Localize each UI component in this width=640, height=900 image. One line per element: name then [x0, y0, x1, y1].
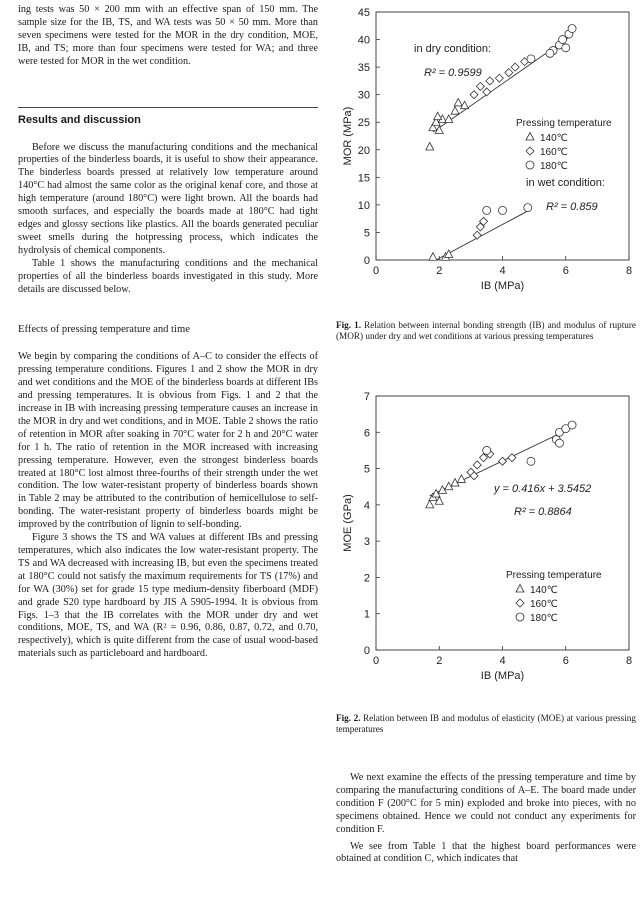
legend-title: Pressing temperature [506, 570, 602, 581]
figure-1-caption [336, 320, 636, 343]
x-tick-label: 6 [562, 265, 569, 277]
y-tick-label: 1 [363, 608, 370, 621]
data-point-circle [527, 55, 535, 63]
legend-marker-triangle [526, 133, 534, 141]
y-tick-label: 35 [357, 62, 370, 75]
x-tick-label: 4 [499, 655, 506, 667]
data-point-circle [562, 44, 570, 52]
x-tick-label: 0 [372, 265, 380, 277]
figure-1-caption-text: Relation between internal bonding strength (IB) and modulus of rupture (MOR) under dry and wet conditions at various pressing temperatures [336, 320, 637, 342]
annotation: R² = 0.9599 [424, 67, 482, 79]
data-point-circle [555, 439, 563, 447]
x-tick-label: 2 [436, 265, 443, 277]
data-point-triangle [451, 107, 459, 115]
figure-2-caption-text: Relation between IB and modulus of elasticity (MOE) at various pressing temperatures [336, 713, 636, 735]
legend-label: 160℃ [530, 599, 558, 610]
legend-label: 180℃ [530, 613, 558, 624]
legend-marker-circle [526, 161, 534, 169]
x-tick-label: 6 [562, 655, 569, 667]
paragraph: Figure 3 shows the TS and WA values at different IBs and pressing temperatures, which also indicates the low water-resistant property. The TS and WA decreased with increasing IB, but even the specimens treated at 180°C could not satisfy the maximum requirements for TS (17%) and for WA (30%) set for grade 15 type medium-density fiberboard (MDF) and grade S20 type hardboard by JIS A 5905-1994. It is obvious from Figs. 1–3 that the IB correlates with the MOR under dry and wet conditions, MOE, TS, and WA (R² = 0.96, 0.86, 0.87, 0.72, and 0.70, respectively), which is quite different from the case of usual wood-based materials such as particleboard and hardboard. [18, 532, 318, 660]
x-axis-label: IB (MPa) [480, 670, 525, 682]
data-point-diamond [473, 231, 481, 239]
x-axis-label: IB (MPa) [480, 280, 525, 292]
data-point-triangle [457, 475, 465, 483]
y-tick-label: 3 [363, 536, 370, 549]
y-tick-label: 25 [357, 117, 370, 130]
y-tick-label: 7 [363, 391, 370, 403]
annotation: in dry condition: [414, 43, 492, 55]
legend-label: 140℃ [530, 585, 558, 596]
data-point-circle [568, 421, 576, 429]
figure-1-caption-label: Fig. 1. [336, 320, 362, 330]
data-point-triangle [454, 98, 462, 106]
section-divider [18, 107, 318, 108]
data-point-triangle [429, 253, 437, 261]
paragraph-continued: ing tests was 50 × 200 mm with an effective span of 150 mm. The sample size for the IB, TS, and WA tests was 50 × 50 mm. More than seven specimens were tested for the MOR in the dry condition, MOE, IB, and TS; more than four specimens were tested for WA; and three were tested for MOR in the wet condition. [18, 4, 318, 67]
legend-marker-triangle [516, 585, 524, 593]
paragraph: We next examine the effects of the pressing temperature and time by comparing the manufacturing conditions of A–E. The board made under condition F (200°C for 5 min) exploded and broke into pieces, with no specimens obtained. Hence we could not conduct any experiments for condition F. [336, 772, 636, 835]
paragraph: Before we discuss the manufacturing conditions and the mechanical properties of the binderless boards, it is useful to show their appearance. The binderless boards pressed at relatively low temperature around 140°C had almost the same color as the original kenaf core, and those at high temperature (around 180°C) were light brown. All the boards had smooth surfaces, and especially the boards made at 180°C had tight edges and glossy sections like plastics. All the boards generated peculiar sweet smells during the hotpressing process, which indicates the hydrolysis of chemical components. [18, 141, 318, 256]
annotation: R² = 0.859 [546, 201, 598, 213]
data-point-diamond [473, 461, 481, 469]
legend-label: 160℃ [540, 147, 568, 158]
plot-area [376, 396, 629, 650]
right-text [336, 772, 636, 866]
annotation: y = 0.416x + 3.5452 [494, 483, 592, 495]
figure-2-chart [336, 382, 636, 700]
y-axis-label: MOR (MPa) [342, 106, 354, 166]
data-point-diamond [505, 69, 513, 77]
subsection-heading: Effects of pressing temperature and time [18, 324, 190, 336]
legend-marker-diamond [516, 599, 524, 607]
y-tick-label: 6 [363, 427, 370, 440]
data-point-diamond [470, 91, 478, 99]
paragraph: Table 1 shows the manufacturing conditions and the mechanical properties of all the binderless boards investigated in this study. More details are discussed below. [18, 257, 318, 295]
data-point-diamond [499, 457, 507, 465]
data-point-circle [568, 25, 576, 33]
annotation: R² = 0.8864 [514, 506, 572, 518]
figure-1-chart [336, 0, 636, 318]
x-tick-label: 8 [625, 655, 633, 667]
data-point-diamond [511, 63, 519, 71]
x-tick-label: 0 [372, 655, 380, 667]
legend-label: 180℃ [540, 161, 568, 172]
data-point-circle [527, 457, 535, 465]
y-tick-label: 5 [363, 463, 370, 476]
legend-marker-diamond [526, 147, 534, 155]
data-point-diamond [486, 77, 494, 85]
left-column [18, 0, 318, 661]
paragraph: We begin by comparing the conditions of A–C to consider the effects of pressing temperature conditions. Figures 1 and 2 show the MOR in dry and wet conditions and the MOE of the binderless boards at different IBs and pressing temperatures. It is obvious from Figs. 1 and 2 that the increase in IB with increasing pressing temperature causes an increase in the MOR in dry and wet conditions, and in MOE. Table 2 shows the ratio of retention in MOR after soaking in 70°C water for 2 h and 20°C water for 1 h. The ratio of retention in the MOR increased with increasing pressing temperature. However, even the strongest binderless boards treated at 180°C lost almost three-fourths of their strength under the wet condition. The low water-resistant property of binderless boards shown in Table 2 may be attributed to the contribution of hemicellulose to self-bonding. The water-resistant property of binderless boards might be improved by the contribution of lignin to self-bonding. [18, 351, 318, 531]
legend-label: 140℃ [540, 133, 568, 144]
annotation: in wet condition: [526, 177, 605, 189]
legend-title: Pressing temperature [516, 118, 612, 129]
data-point-triangle [426, 500, 434, 508]
y-tick-label: 20 [357, 144, 370, 157]
y-tick-label: 15 [357, 172, 370, 185]
paragraph: We see from Table 1 that the highest board performances were obtained at condition C, which indicates that [336, 840, 636, 865]
figure-2-caption [336, 713, 636, 736]
section-heading: Results and discussion [18, 113, 141, 126]
y-tick-label: 2 [363, 572, 370, 585]
data-point-circle [559, 36, 567, 44]
y-tick-label: 40 [357, 34, 370, 47]
data-point-diamond [476, 82, 484, 90]
legend-marker-circle [516, 613, 524, 621]
data-point-triangle [434, 112, 442, 120]
data-point-circle [499, 206, 507, 214]
data-point-circle [546, 49, 554, 57]
data-point-circle [524, 204, 532, 212]
x-tick-label: 8 [625, 265, 633, 277]
data-point-circle [483, 206, 491, 214]
y-tick-label: 45 [357, 7, 370, 19]
x-tick-label: 2 [436, 655, 443, 667]
data-point-triangle [426, 143, 434, 151]
y-tick-label: 0 [363, 645, 370, 657]
y-tick-label: 5 [363, 227, 370, 240]
y-axis-label: MOE (GPa) [342, 494, 354, 552]
y-tick-label: 10 [357, 199, 370, 212]
x-tick-label: 4 [499, 265, 506, 277]
y-tick-label: 4 [363, 499, 370, 512]
figure-2-caption-label: Fig. 2. [336, 713, 361, 723]
data-point-circle [483, 446, 491, 454]
data-point-diamond [495, 74, 503, 82]
data-point-diamond [483, 88, 491, 96]
y-tick-label: 0 [363, 255, 370, 267]
y-tick-label: 30 [357, 89, 370, 102]
